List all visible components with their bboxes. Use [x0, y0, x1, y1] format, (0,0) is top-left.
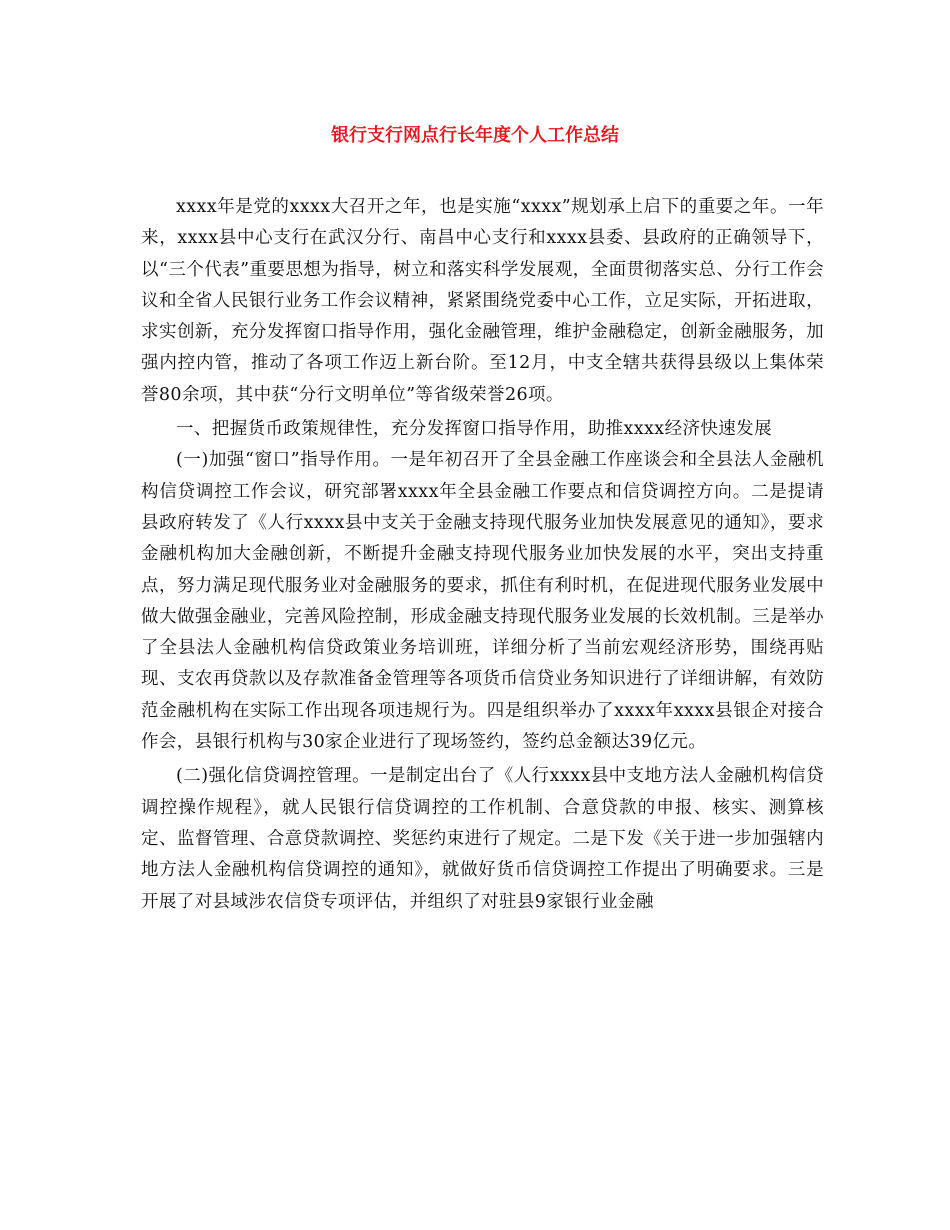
section-heading-1: 一、把握货币政策规律性，充分发挥窗口指导作用，助推xxxx经济快速发展 — [176, 419, 772, 440]
document-body — [141, 192, 824, 918]
paragraph-credit-control: (二)强化信贷调控管理。一是制定出台了《人行xxxx县中支地方法人金融机构信贷调控操作规程》，就人民银行信贷调控的工作机制、合意贷款的申报、核实、测算核定、监督管理、合意贷款调控、奖惩约束进行了规定。二是下发《关于进一步加强辖内地方法人金融机构信贷调控的通知》，就做好货币信贷调控工作提出了明确要求。三是开展了对县域涉农信贷专项评估，并组织了对驻县9家银行业金融 — [141, 766, 824, 912]
paragraph-intro: xxxx年是党的xxxx大召开之年，也是实施“xxxx”规划承上启下的重要之年。一年来，xxxx县中心支行在武汉分行、南昌中心支行和xxxx县委、县政府的正确领导下，以“三个代表”重要思想为指导，树立和落实科学发展观，全面贯彻落实总、分行工作会议和全省人民银行业务工作会议精神，紧紧围绕党委中心工作，立足实际，开拓进取，求实创新，充分发挥窗口指导作用，强化金融管理，维护金融稳定，创新金融服务，加强内控内管，推动了各项工作迈上新台阶。至12月，中支全辖共获得县级以上集体荣誉80余项，其中获“分行文明单位”等省级荣誉26项。 — [141, 197, 824, 405]
paragraph-window-guidance: (一)加强“窗口”指导作用。一是年初召开了全县金融工作座谈会和全县法人金融机构信贷调控工作会议，研究部署xxxx年全县金融工作要点和信贷调控方向。二是提请县政府转发了《人行xxxx县中支关于金融支持现代服务业加快发展意见的通知》，要求金融机构加大金融创新，不断提升金融支持现代服务业加快发展的水平，突出支持重点，努力满足现代服务业对金融服务的要求，抓住有利时机，在促进现代服务业发展中做大做强金融业，完善风险控制，形成金融支持现代服务业发展的长效机制。三是举办了全县法人金融机构信贷政策业务培训班，详细分析了当前宏观经济形势，围绕再贴现、支农再贷款以及存款准备金管理等各项货币信贷业务知识进行了详细讲解，有效防范金融机构在实际工作出现各项违规行为。四是组织举办了xxxx年xxxx县银企对接合作会，县银行机构与30家企业进行了现场签约，签约总金额达39亿元。 — [141, 450, 824, 753]
document-title: 银行支行网点行长年度个人工作总结 — [331, 125, 619, 146]
